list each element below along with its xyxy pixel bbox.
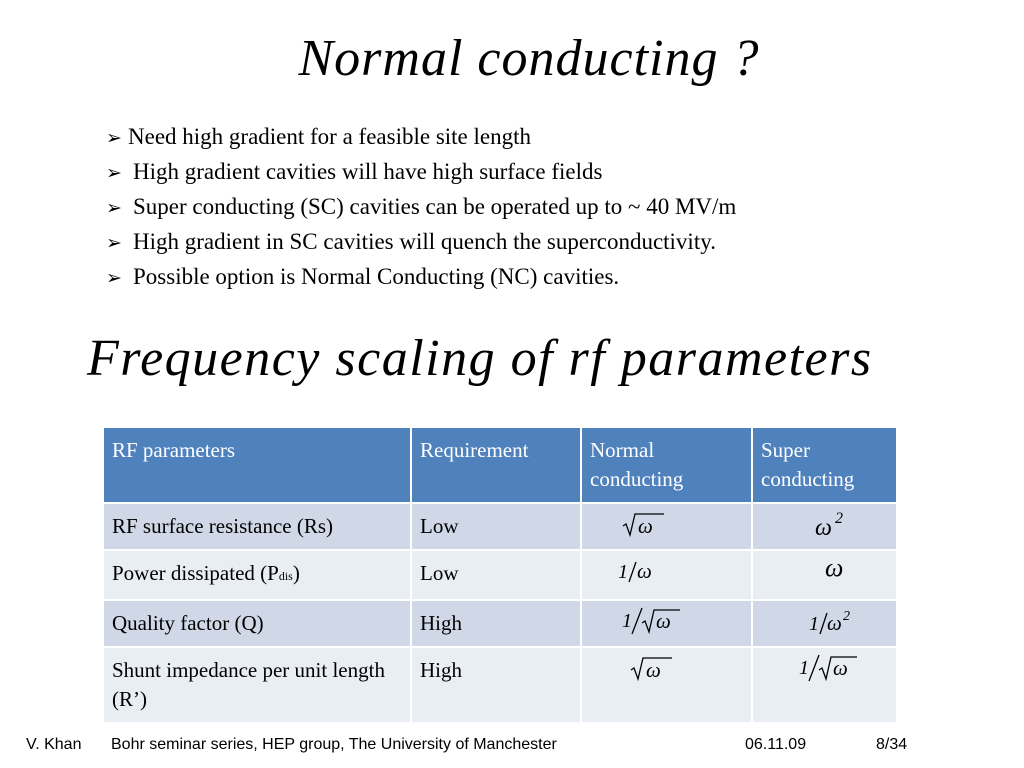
bullet-item: ➢ Super conducting (SC) cavities can be operated up to ~ 40 MV/m bbox=[106, 190, 986, 225]
bullet-item: ➢ Possible option is Normal Conducting (NC) cavities. bbox=[106, 260, 986, 295]
svg-text:2: 2 bbox=[843, 608, 850, 624]
footer-page-number: 8/34 bbox=[876, 736, 908, 753]
one-over-sqrt-omega-formula bbox=[797, 654, 859, 684]
svg-text:ω: ω bbox=[825, 559, 844, 582]
footer-date: 06.11.09 bbox=[745, 736, 807, 753]
cell-requirement: High bbox=[411, 647, 581, 723]
omega-formula bbox=[823, 560, 853, 584]
svg-text:ω: ω bbox=[833, 655, 848, 680]
svg-text:ω: ω bbox=[815, 514, 832, 540]
cell-requirement: Low bbox=[411, 550, 581, 600]
header-rf-parameters: RF parameters bbox=[103, 427, 411, 503]
one-over-omega-squared-formula bbox=[807, 607, 859, 637]
arrow-bullet-icon: ➢ bbox=[106, 162, 122, 184]
bullet-item: ➢ High gradient in SC cavities will quench the superconductivity. bbox=[106, 225, 986, 260]
svg-text:ω: ω bbox=[646, 657, 661, 682]
svg-text:ω: ω bbox=[827, 610, 842, 635]
cell-super-formula bbox=[752, 503, 897, 550]
cell-param: Shunt impedance per unit length (R’) bbox=[103, 647, 411, 723]
sqrt-omega-formula bbox=[622, 511, 666, 539]
cell-param: Power dissipated (Pdis) bbox=[103, 550, 411, 600]
cell-param: RF surface resistance (Rs) bbox=[103, 503, 411, 550]
arrow-bullet-icon: ➢ bbox=[106, 127, 122, 149]
table-row bbox=[103, 550, 897, 600]
footer-author: V. Khan bbox=[26, 736, 82, 753]
rf-parameters-table bbox=[102, 426, 898, 724]
svg-text:1: 1 bbox=[809, 612, 819, 635]
svg-text:ω: ω bbox=[638, 513, 653, 538]
arrow-bullet-icon: ➢ bbox=[106, 232, 122, 254]
arrow-bullet-icon: ➢ bbox=[106, 197, 122, 219]
one-over-sqrt-omega-formula bbox=[620, 607, 682, 637]
cell-normal-formula bbox=[581, 647, 752, 723]
svg-text:ω: ω bbox=[637, 558, 652, 583]
cell-super-formula bbox=[752, 647, 897, 723]
header-super-conducting: Super conducting bbox=[752, 427, 897, 503]
header-requirement: Requirement bbox=[411, 427, 581, 503]
one-over-omega-formula bbox=[616, 558, 664, 586]
cell-normal-formula bbox=[581, 600, 752, 647]
table-row bbox=[103, 600, 897, 647]
arrow-bullet-icon: ➢ bbox=[106, 267, 122, 289]
bullet-list bbox=[106, 120, 986, 295]
header-normal-conducting: Normal conducting bbox=[581, 427, 752, 503]
footer-series: Bohr seminar series, HEP group, The University of Manchester bbox=[111, 736, 557, 753]
bullet-item: ➢ High gradient cavities will have high surface fields bbox=[106, 155, 986, 190]
cell-requirement: High bbox=[411, 600, 581, 647]
svg-text:2: 2 bbox=[835, 509, 843, 527]
table-header-row bbox=[103, 427, 897, 503]
sqrt-omega-formula bbox=[630, 655, 674, 683]
svg-text:1: 1 bbox=[618, 560, 628, 583]
cell-param: Quality factor (Q) bbox=[103, 600, 411, 647]
svg-text:1: 1 bbox=[622, 609, 632, 632]
svg-text:1: 1 bbox=[799, 656, 809, 679]
cell-normal-formula bbox=[581, 550, 752, 600]
slide-title: Normal conducting ? bbox=[298, 30, 760, 87]
svg-text:ω: ω bbox=[656, 608, 671, 633]
table-row bbox=[103, 647, 897, 723]
cell-requirement: Low bbox=[411, 503, 581, 550]
omega-squared-formula bbox=[813, 510, 859, 540]
cell-super-formula bbox=[752, 550, 897, 600]
cell-super-formula bbox=[752, 600, 897, 647]
bullet-item: ➢ Need high gradient for a feasible site length bbox=[106, 120, 986, 155]
section-title: Frequency scaling of rf parameters bbox=[87, 330, 873, 387]
table-row bbox=[103, 503, 897, 550]
cell-normal-formula bbox=[581, 503, 752, 550]
